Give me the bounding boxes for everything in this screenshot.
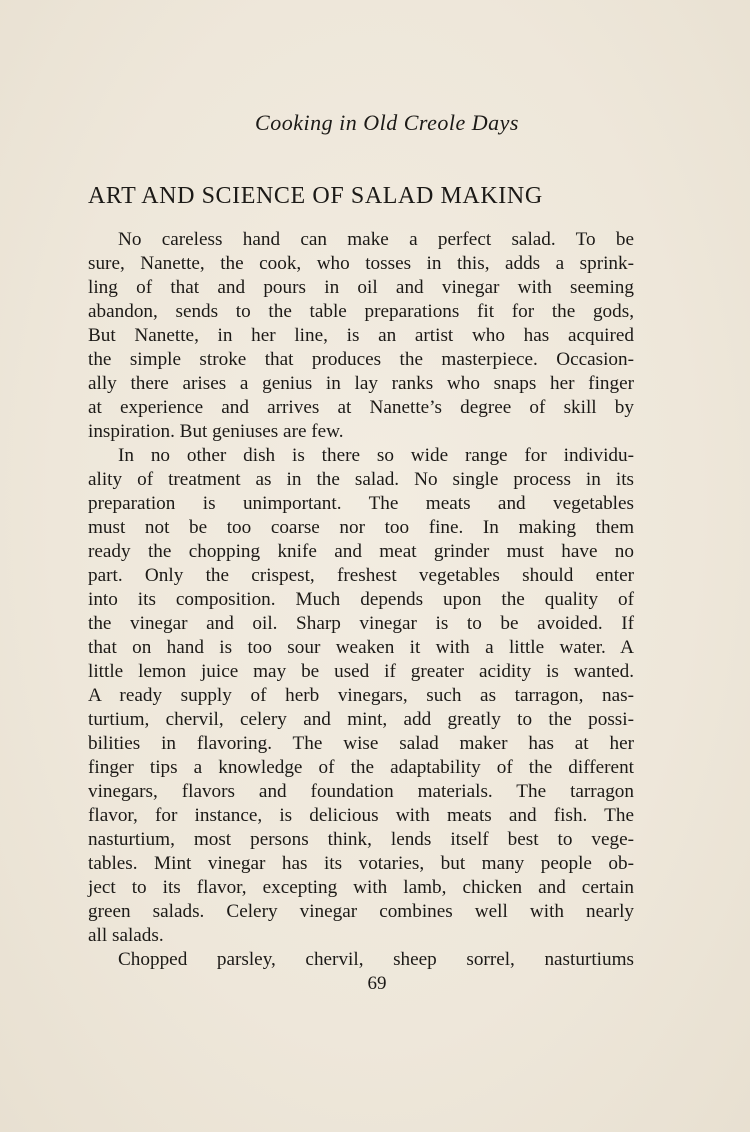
text-line: inspiration. But geniuses are few.: [88, 421, 344, 442]
chapter-title: ART AND SCIENCE OF SALAD MAKING: [88, 183, 543, 209]
text-line: A ready supply of herb vinegars, such as tarragon, nas-: [88, 685, 634, 706]
text-line: little lemon juice may be used if greater acidity is wanted.: [88, 661, 634, 682]
text-line: sure, Nanette, the cook, who tosses in this, adds a sprink-: [88, 253, 634, 274]
text-line: ally there arises a genius in lay ranks who snaps her finger: [88, 373, 634, 394]
text-line: nasturtium, most persons think, lends itself best to vege-: [88, 829, 634, 850]
text-line: ready the chopping knife and meat grinder must have no: [88, 541, 634, 562]
text-line: ject to its flavor, excepting with lamb, chicken and certain: [88, 877, 634, 898]
text-line: ling of that and pours in oil and vinegar with seeming: [88, 277, 634, 298]
running-head: Cooking in Old Creole Days: [255, 110, 519, 135]
text-line: bilities in flavoring. The wise salad maker has at her: [88, 733, 634, 754]
text-line: the vinegar and oil. Sharp vinegar is to be avoided. If: [88, 613, 634, 634]
text-line: turtium, chervil, celery and mint, add greatly to the possi-: [88, 709, 634, 730]
text-line: part. Only the crispest, freshest vegetables should enter: [88, 565, 634, 586]
body-text: [88, 228, 634, 972]
text-line: Chopped parsley, chervil, sheep sorrel, nasturtiums: [118, 949, 634, 970]
text-line: abandon, sends to the table preparations fit for the gods,: [88, 301, 634, 322]
text-line: preparation is unimportant. The meats and vegetables: [88, 493, 634, 514]
text-line: into its composition. Much depends upon the quality of: [88, 589, 634, 610]
text-line: In no other dish is there so wide range for individu-: [118, 445, 634, 466]
text-line: vinegars, flavors and foundation materials. The tarragon: [88, 781, 634, 802]
text-line: all salads.: [88, 925, 164, 946]
text-line: the simple stroke that produces the masterpiece. Occasion-: [88, 349, 634, 370]
text-line: No careless hand can make a perfect salad. To be: [118, 229, 634, 250]
text-line: finger tips a knowledge of the adaptability of the different: [88, 757, 634, 778]
text-line: must not be too coarse nor too fine. In making them: [88, 517, 634, 538]
text-line: tables. Mint vinegar has its votaries, but many people ob-: [88, 853, 634, 874]
text-line: that on hand is too sour weaken it with a little water. A: [88, 637, 634, 658]
page-number: 69: [367, 973, 387, 994]
text-line: But Nanette, in her line, is an artist who has acquired: [88, 325, 634, 346]
text-line: ality of treatment as in the salad. No single process in its: [88, 469, 634, 490]
text-line: flavor, for instance, is delicious with meats and fish. The: [88, 805, 634, 826]
text-line: at experience and arrives at Nanette’s degree of skill by: [88, 397, 634, 418]
text-line: green salads. Celery vinegar combines well with nearly: [88, 901, 634, 922]
